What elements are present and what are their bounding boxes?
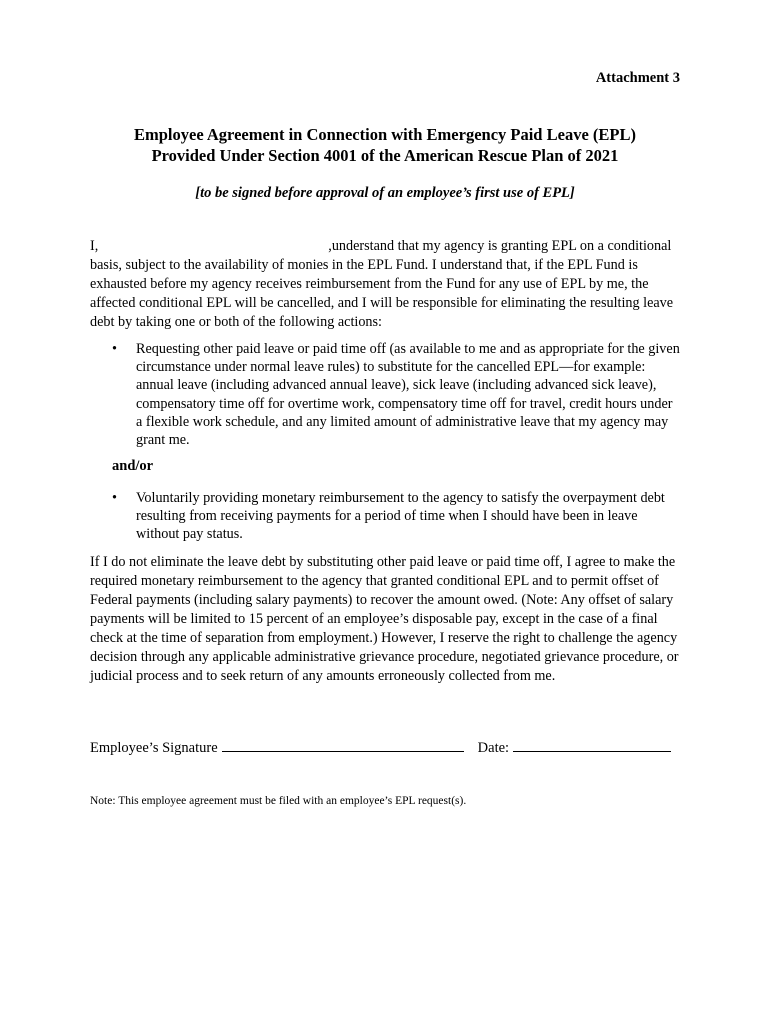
bullet-list-2 (112, 489, 682, 544)
and-or-connector: and/or (112, 458, 154, 474)
bullet-text: Voluntarily providing monetary reimbursement to the agency to satisfy the overpayment debt resulting from receiving payments for a period of time when I should have been in leave without pay status. (136, 490, 665, 543)
terms-paragraph: If I do not eliminate the leave debt by substituting other paid leave or paid time off, I agree to make the required monetary reimbursement to the agency that granted conditional EPL and to permit offset of Federal payments (including salary payments) to recover the amount owed. (Note: Any offset of salary payments will be limited to 15 percent of an employee’s disposable pay, except in the case of a final check at the time of separation from employment.) However, I reserve the right to challenge the agency decision through any applicable administrative grievance procedure, negotiated grievance procedure, or judicial process and to seek return of any amounts erroneously collected from me. (90, 554, 679, 684)
signature-field[interactable] (222, 737, 464, 752)
list-item (112, 340, 682, 449)
date-field[interactable] (513, 737, 671, 752)
title-line-1: Employee Agreement in Connection with Emergency Paid Leave (EPL) (134, 125, 636, 144)
bullet-text: Requesting other paid leave or paid time off (as available to me and as appropriate for the given circumstance under normal leave rules) to substitute for the cancelled EPL—for example: annual leave (including advanced annual leave), sick leave (including advanced sick leave), compensatory time off for overtime work, compensatory time off for travel, credit hours under a flexible work schedule, and any limited amount of administrative leave that my agency may grant me. (136, 341, 680, 449)
bullet-list-1 (112, 340, 682, 449)
list-item (112, 489, 682, 544)
intro-prefix: I, (90, 238, 99, 254)
footer-note: Note: This employee agreement must be filed with an employee’s EPL request(s). (90, 795, 467, 807)
signature-row (90, 737, 690, 757)
bullet-icon: • (112, 341, 117, 357)
signature-label: Employee’s Signature (90, 740, 218, 756)
intro-text: ,understand that my agency is granting EPL on a conditional basis, subject to the availability of monies in the EPL Fund. I understand that, if the EPL Fund is exhausted before my agency receives reimbursement from the Fund for any use of EPL by me, the affected conditional EPL will be cancelled, and I will be responsible for eliminating the resulting leave debt by taking one or both of the following actions: (90, 238, 674, 330)
intro-paragraph (90, 237, 682, 332)
document-subtitle: [to be signed before approval of an employee’s first use of EPL] (195, 185, 575, 201)
title-line-2: Provided Under Section 4001 of the American Rescue Plan of 2021 (151, 146, 619, 165)
attachment-label: Attachment 3 (595, 70, 680, 86)
date-label: Date: (477, 740, 510, 756)
document-title (0, 124, 770, 166)
bullet-icon: • (112, 490, 117, 506)
